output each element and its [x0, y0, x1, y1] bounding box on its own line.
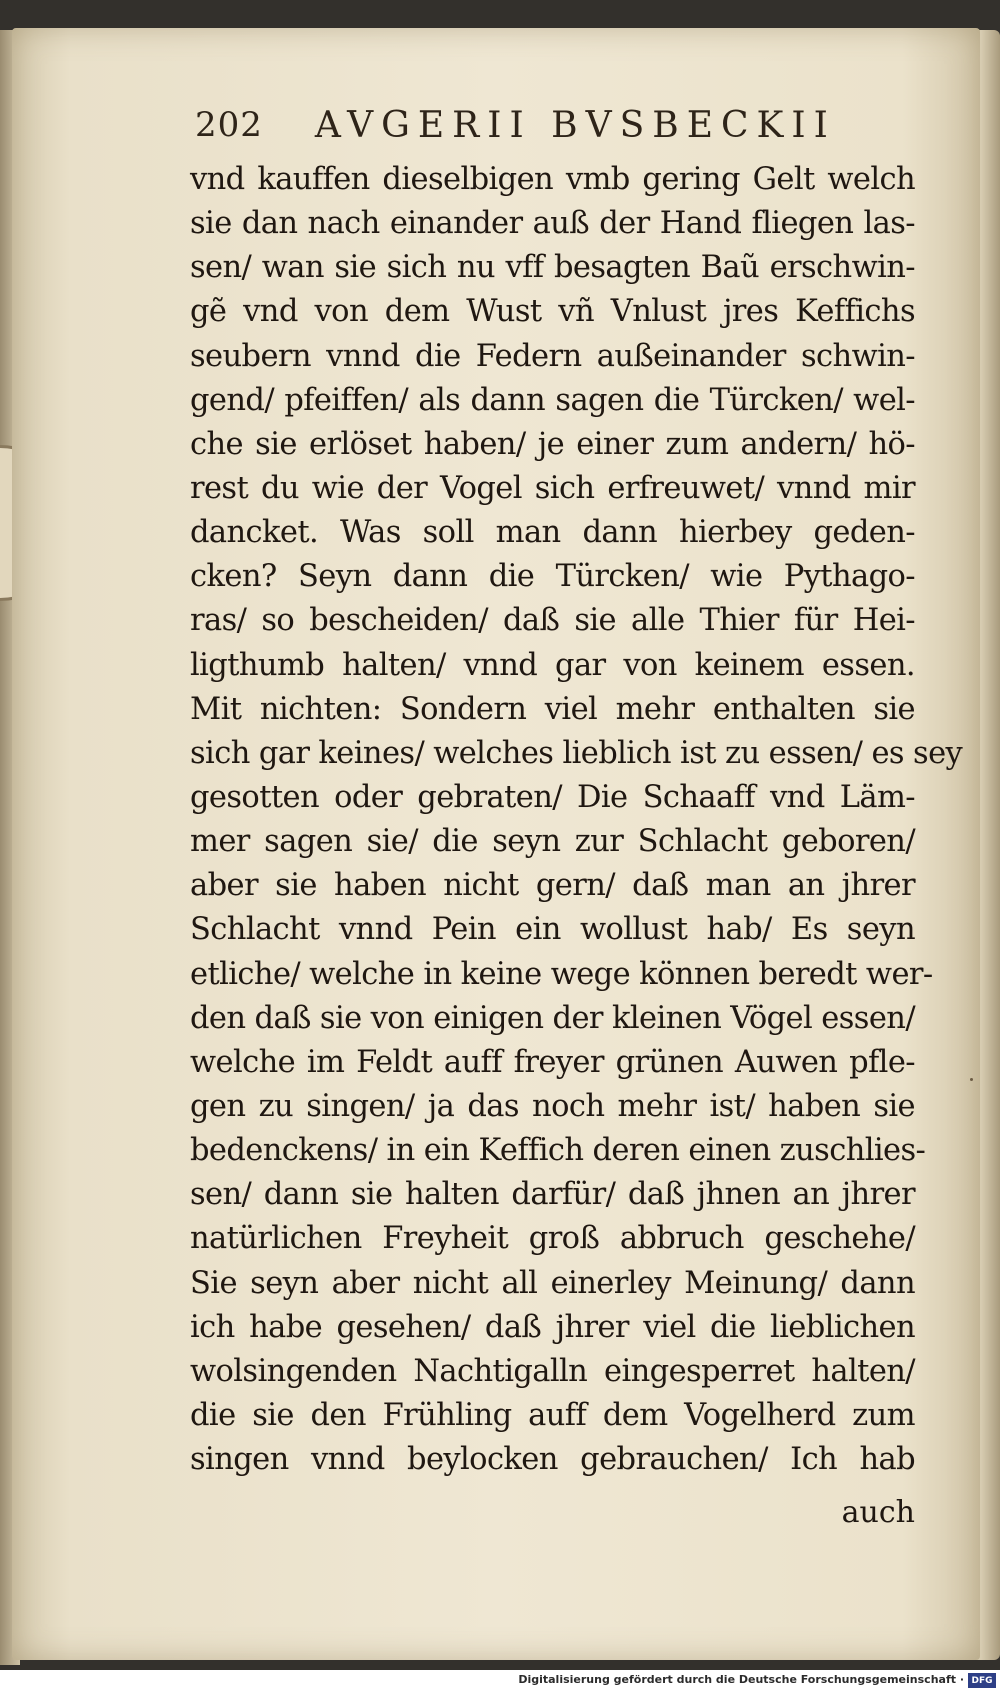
- footer-credit: Digitalisierung gefördert durch die Deutsche Forschungsgemeinschaft ·: [518, 1673, 964, 1686]
- text-line: bedenckens/ in ein Keffich deren einen zuschlies-: [190, 1133, 926, 1169]
- text-line: rest du wie der Vogel sich erfreuwet/ vnnd mir: [190, 470, 915, 506]
- text-line: che sie erlöset haben/ je einer zum andern/ hö-: [190, 426, 915, 462]
- text-line: gend/ pfeiffen/ als dann sagen die Türcken/ wel-: [190, 382, 915, 418]
- text-line: gesotten oder gebraten/ Die Schaaff vnd Läm-: [190, 779, 915, 815]
- running-title: AVGERII BVSBECKII: [314, 104, 836, 146]
- text-line: etliche/ welche in keine wege können beredt wer-: [190, 956, 933, 992]
- text-line: welche im Feldt auff freyer grünen Auwen pfle-: [190, 1044, 915, 1080]
- text-line: gẽ vnd von dem Wust vñ Vnlust jres Keffichs: [190, 294, 915, 330]
- paper-speck: [970, 1078, 973, 1081]
- text-line: wolsingenden Nachtigalln eingesperret halten/: [190, 1353, 915, 1389]
- text-line: ligthumb halten/ vnnd gar von keinem essen.: [190, 647, 915, 683]
- text-line: natürlichen Freyheit groß abbruch geschehe/: [190, 1221, 915, 1257]
- text-line: sich gar keines/ welches lieblich ist zu essen/ es sey: [190, 735, 963, 771]
- text-line: sie dan nach einander auß der Hand fliegen las-: [190, 206, 915, 242]
- page-header: [195, 100, 845, 150]
- text-line: gen zu singen/ ja das noch mehr ist/ haben sie: [190, 1088, 915, 1124]
- text-line: aber sie haben nicht gern/ daß man an jhrer: [190, 868, 915, 904]
- text-line: den daß sie von einigen der kleinen Vögel essen/: [190, 1000, 915, 1036]
- text-line: die sie den Frühling auff dem Vogelherd zum: [190, 1397, 915, 1433]
- footer-bar: [0, 1670, 1000, 1693]
- text-line: Schlacht vnnd Pein ein wollust hab/ Es seyn: [190, 912, 915, 948]
- text-line: dancket. Was soll man dann hierbey geden-: [190, 515, 915, 551]
- text-line: Mit nichten: Sondern viel mehr enthalten sie: [190, 691, 915, 727]
- text-line: sen/ wan sie sich nu vff besagten Baũ erschwin-: [190, 250, 915, 286]
- text-line: singen vnnd beylocken gebrauchen/ Ich hab: [190, 1442, 915, 1478]
- text-line: seubern vnnd die Federn außeinander schwin-: [190, 338, 915, 374]
- body-text: [190, 158, 963, 1482]
- dfg-logo: DFG: [968, 1673, 996, 1688]
- book-page: [12, 28, 980, 1660]
- text-line: mer sagen sie/ die seyn zur Schlacht geboren/: [190, 824, 915, 860]
- text-line: ich habe gesehen/ daß jhrer viel die lieblichen: [190, 1309, 915, 1345]
- text-line: ras/ so bescheiden/ daß sie alle Thier für Hei-: [190, 603, 915, 639]
- page-number: 202: [195, 105, 263, 145]
- text-line: sen/ dann sie halten darfür/ daß jhnen an jhrer: [190, 1177, 915, 1213]
- catchword: auch: [841, 1495, 915, 1530]
- text-line: Sie seyn aber nicht all einerley Meinung/ dann: [190, 1265, 915, 1301]
- text-line: vnd kauffen dieselbigen vmb gering Gelt welch: [190, 162, 915, 197]
- text-line: cken? Seyn dann die Türcken/ wie Pythago-: [190, 559, 915, 595]
